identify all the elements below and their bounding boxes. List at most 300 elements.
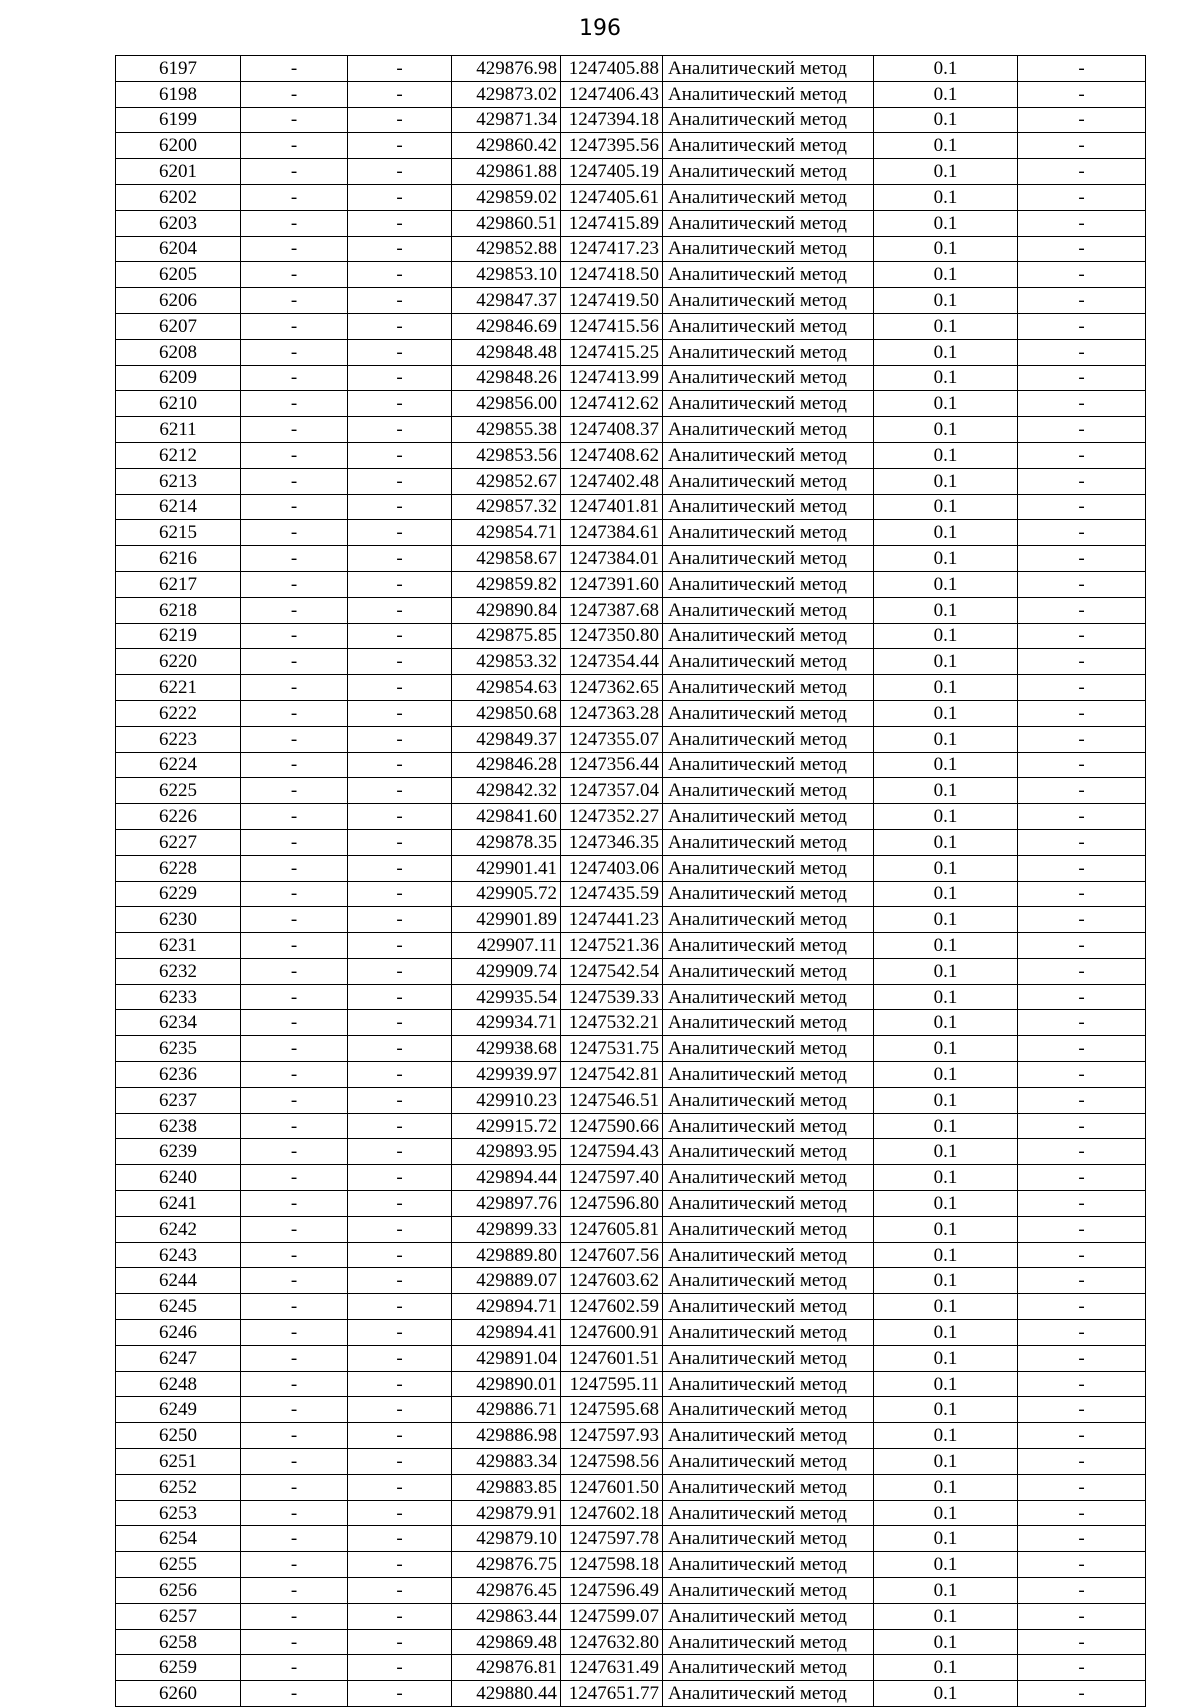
cell-accuracy: 0.1	[874, 1371, 1018, 1397]
cell-col-dash-1: -	[241, 1629, 348, 1655]
cell-method: Аналитический метод	[663, 778, 874, 804]
cell-col-dash-3: -	[1018, 649, 1146, 675]
cell-col-dash-2: -	[348, 365, 452, 391]
cell-x-coordinate: 429899.33	[452, 1216, 561, 1242]
cell-col-dash-1: -	[241, 675, 348, 701]
cell-x-coordinate: 429869.48	[452, 1629, 561, 1655]
cell-accuracy: 0.1	[874, 81, 1018, 107]
cell-x-coordinate: 429853.32	[452, 649, 561, 675]
cell-accuracy: 0.1	[874, 365, 1018, 391]
cell-point-number: 6250	[116, 1423, 241, 1449]
cell-accuracy: 0.1	[874, 1552, 1018, 1578]
cell-col-dash-1: -	[241, 1294, 348, 1320]
cell-accuracy: 0.1	[874, 391, 1018, 417]
cell-x-coordinate: 429878.35	[452, 829, 561, 855]
cell-point-number: 6200	[116, 133, 241, 159]
cell-y-coordinate: 1247595.68	[561, 1397, 663, 1423]
cell-y-coordinate: 1247405.19	[561, 159, 663, 185]
cell-y-coordinate: 1247356.44	[561, 752, 663, 778]
cell-col-dash-3: -	[1018, 984, 1146, 1010]
cell-point-number: 6203	[116, 210, 241, 236]
cell-col-dash-1: -	[241, 1681, 348, 1707]
cell-col-dash-3: -	[1018, 907, 1146, 933]
cell-y-coordinate: 1247603.62	[561, 1268, 663, 1294]
cell-col-dash-3: -	[1018, 339, 1146, 365]
cell-col-dash-2: -	[348, 133, 452, 159]
cell-col-dash-3: -	[1018, 1216, 1146, 1242]
cell-col-dash-2: -	[348, 1681, 452, 1707]
cell-y-coordinate: 1247602.59	[561, 1294, 663, 1320]
cell-col-dash-3: -	[1018, 262, 1146, 288]
cell-col-dash-2: -	[348, 1165, 452, 1191]
cell-accuracy: 0.1	[874, 56, 1018, 82]
cell-y-coordinate: 1247350.80	[561, 623, 663, 649]
cell-x-coordinate: 429894.44	[452, 1165, 561, 1191]
cell-col-dash-3: -	[1018, 1294, 1146, 1320]
cell-col-dash-2: -	[348, 313, 452, 339]
cell-point-number: 6212	[116, 442, 241, 468]
table-row	[116, 107, 1146, 133]
cell-y-coordinate: 1247590.66	[561, 1113, 663, 1139]
cell-method: Аналитический метод	[663, 1397, 874, 1423]
cell-col-dash-2: -	[348, 1526, 452, 1552]
table-row	[116, 288, 1146, 314]
cell-col-dash-3: -	[1018, 442, 1146, 468]
cell-y-coordinate: 1247346.35	[561, 829, 663, 855]
cell-col-dash-2: -	[348, 520, 452, 546]
cell-col-dash-2: -	[348, 494, 452, 520]
cell-x-coordinate: 429857.32	[452, 494, 561, 520]
cell-method: Аналитический метод	[663, 1526, 874, 1552]
cell-x-coordinate: 429856.00	[452, 391, 561, 417]
cell-col-dash-1: -	[241, 1474, 348, 1500]
cell-col-dash-2: -	[348, 339, 452, 365]
cell-x-coordinate: 429910.23	[452, 1087, 561, 1113]
cell-x-coordinate: 429860.51	[452, 210, 561, 236]
cell-col-dash-3: -	[1018, 1165, 1146, 1191]
cell-col-dash-3: -	[1018, 1345, 1146, 1371]
cell-method: Аналитический метод	[663, 1165, 874, 1191]
cell-col-dash-3: -	[1018, 391, 1146, 417]
cell-accuracy: 0.1	[874, 339, 1018, 365]
cell-col-dash-1: -	[241, 546, 348, 572]
cell-y-coordinate: 1247596.49	[561, 1578, 663, 1604]
cell-method: Аналитический метод	[663, 597, 874, 623]
cell-col-dash-3: -	[1018, 1320, 1146, 1346]
cell-y-coordinate: 1247402.48	[561, 468, 663, 494]
cell-y-coordinate: 1247595.11	[561, 1371, 663, 1397]
table-row	[116, 571, 1146, 597]
cell-accuracy: 0.1	[874, 546, 1018, 572]
cell-col-dash-3: -	[1018, 184, 1146, 210]
cell-y-coordinate: 1247405.88	[561, 56, 663, 82]
cell-method: Аналитический метод	[663, 1603, 874, 1629]
cell-col-dash-2: -	[348, 1603, 452, 1629]
table-row	[116, 184, 1146, 210]
cell-col-dash-2: -	[348, 56, 452, 82]
cell-col-dash-2: -	[348, 236, 452, 262]
cell-method: Аналитический метод	[663, 726, 874, 752]
cell-y-coordinate: 1247542.81	[561, 1062, 663, 1088]
cell-col-dash-1: -	[241, 417, 348, 443]
cell-x-coordinate: 429853.10	[452, 262, 561, 288]
table-row	[116, 984, 1146, 1010]
cell-accuracy: 0.1	[874, 778, 1018, 804]
cell-accuracy: 0.1	[874, 236, 1018, 262]
cell-x-coordinate: 429842.32	[452, 778, 561, 804]
cell-method: Аналитический метод	[663, 133, 874, 159]
cell-col-dash-2: -	[348, 1191, 452, 1217]
cell-method: Аналитический метод	[663, 1087, 874, 1113]
cell-accuracy: 0.1	[874, 752, 1018, 778]
cell-point-number: 6237	[116, 1087, 241, 1113]
table-row	[116, 1655, 1146, 1681]
cell-col-dash-3: -	[1018, 1629, 1146, 1655]
cell-point-number: 6202	[116, 184, 241, 210]
cell-x-coordinate: 429891.04	[452, 1345, 561, 1371]
cell-method: Аналитический метод	[663, 623, 874, 649]
cell-col-dash-3: -	[1018, 571, 1146, 597]
cell-point-number: 6249	[116, 1397, 241, 1423]
cell-method: Аналитический метод	[663, 752, 874, 778]
cell-method: Аналитический метод	[663, 1062, 874, 1088]
cell-accuracy: 0.1	[874, 1036, 1018, 1062]
cell-col-dash-3: -	[1018, 1526, 1146, 1552]
cell-col-dash-1: -	[241, 649, 348, 675]
cell-col-dash-2: -	[348, 1578, 452, 1604]
cell-method: Аналитический метод	[663, 1655, 874, 1681]
cell-y-coordinate: 1247419.50	[561, 288, 663, 314]
cell-col-dash-2: -	[348, 1087, 452, 1113]
cell-accuracy: 0.1	[874, 1603, 1018, 1629]
cell-col-dash-2: -	[348, 391, 452, 417]
cell-x-coordinate: 429847.37	[452, 288, 561, 314]
cell-col-dash-1: -	[241, 1268, 348, 1294]
cell-y-coordinate: 1247418.50	[561, 262, 663, 288]
cell-point-number: 6236	[116, 1062, 241, 1088]
table-row	[116, 520, 1146, 546]
cell-col-dash-1: -	[241, 1113, 348, 1139]
table-row	[116, 1552, 1146, 1578]
cell-col-dash-1: -	[241, 1655, 348, 1681]
cell-accuracy: 0.1	[874, 1578, 1018, 1604]
cell-col-dash-3: -	[1018, 829, 1146, 855]
table-row	[116, 855, 1146, 881]
cell-col-dash-1: -	[241, 236, 348, 262]
cell-point-number: 6226	[116, 804, 241, 830]
cell-point-number: 6246	[116, 1320, 241, 1346]
cell-col-dash-1: -	[241, 1036, 348, 1062]
cell-method: Аналитический метод	[663, 442, 874, 468]
cell-point-number: 6221	[116, 675, 241, 701]
cell-accuracy: 0.1	[874, 829, 1018, 855]
cell-accuracy: 0.1	[874, 907, 1018, 933]
cell-x-coordinate: 429860.42	[452, 133, 561, 159]
cell-accuracy: 0.1	[874, 1113, 1018, 1139]
cell-point-number: 6254	[116, 1526, 241, 1552]
cell-accuracy: 0.1	[874, 1010, 1018, 1036]
cell-col-dash-1: -	[241, 1449, 348, 1475]
cell-x-coordinate: 429852.67	[452, 468, 561, 494]
cell-method: Аналитический метод	[663, 1294, 874, 1320]
cell-col-dash-2: -	[348, 855, 452, 881]
cell-col-dash-3: -	[1018, 1010, 1146, 1036]
cell-col-dash-2: -	[348, 623, 452, 649]
cell-method: Аналитический метод	[663, 159, 874, 185]
cell-col-dash-3: -	[1018, 881, 1146, 907]
cell-x-coordinate: 429935.54	[452, 984, 561, 1010]
cell-method: Аналитический метод	[663, 313, 874, 339]
table-body	[116, 56, 1146, 1707]
cell-point-number: 6247	[116, 1345, 241, 1371]
cell-accuracy: 0.1	[874, 726, 1018, 752]
cell-col-dash-3: -	[1018, 1139, 1146, 1165]
cell-y-coordinate: 1247601.51	[561, 1345, 663, 1371]
cell-accuracy: 0.1	[874, 417, 1018, 443]
cell-point-number: 6241	[116, 1191, 241, 1217]
cell-col-dash-3: -	[1018, 1578, 1146, 1604]
cell-accuracy: 0.1	[874, 1423, 1018, 1449]
cell-col-dash-1: -	[241, 184, 348, 210]
cell-col-dash-1: -	[241, 1139, 348, 1165]
cell-col-dash-2: -	[348, 726, 452, 752]
cell-col-dash-3: -	[1018, 752, 1146, 778]
cell-col-dash-1: -	[241, 726, 348, 752]
cell-method: Аналитический метод	[663, 1578, 874, 1604]
cell-method: Аналитический метод	[663, 675, 874, 701]
cell-method: Аналитический метод	[663, 1474, 874, 1500]
cell-col-dash-3: -	[1018, 1397, 1146, 1423]
cell-accuracy: 0.1	[874, 623, 1018, 649]
cell-col-dash-2: -	[348, 210, 452, 236]
cell-col-dash-2: -	[348, 1423, 452, 1449]
cell-col-dash-3: -	[1018, 1474, 1146, 1500]
table-row	[116, 1397, 1146, 1423]
cell-y-coordinate: 1247441.23	[561, 907, 663, 933]
cell-method: Аналитический метод	[663, 236, 874, 262]
cell-method: Аналитический метод	[663, 907, 874, 933]
cell-y-coordinate: 1247602.18	[561, 1500, 663, 1526]
cell-x-coordinate: 429876.81	[452, 1655, 561, 1681]
cell-point-number: 6232	[116, 958, 241, 984]
cell-x-coordinate: 429901.41	[452, 855, 561, 881]
cell-method: Аналитический метод	[663, 984, 874, 1010]
cell-col-dash-1: -	[241, 855, 348, 881]
cell-x-coordinate: 429890.01	[452, 1371, 561, 1397]
cell-col-dash-3: -	[1018, 597, 1146, 623]
cell-col-dash-1: -	[241, 56, 348, 82]
cell-method: Аналитический метод	[663, 391, 874, 417]
cell-x-coordinate: 429846.28	[452, 752, 561, 778]
cell-col-dash-3: -	[1018, 81, 1146, 107]
cell-point-number: 6239	[116, 1139, 241, 1165]
cell-col-dash-2: -	[348, 1139, 452, 1165]
cell-point-number: 6243	[116, 1242, 241, 1268]
cell-method: Аналитический метод	[663, 365, 874, 391]
table-row	[116, 1062, 1146, 1088]
cell-col-dash-3: -	[1018, 1500, 1146, 1526]
cell-y-coordinate: 1247605.81	[561, 1216, 663, 1242]
cell-accuracy: 0.1	[874, 881, 1018, 907]
cell-y-coordinate: 1247406.43	[561, 81, 663, 107]
cell-accuracy: 0.1	[874, 700, 1018, 726]
table-row	[116, 1345, 1146, 1371]
cell-y-coordinate: 1247384.61	[561, 520, 663, 546]
cell-accuracy: 0.1	[874, 1294, 1018, 1320]
cell-col-dash-3: -	[1018, 417, 1146, 443]
cell-method: Аналитический метод	[663, 1036, 874, 1062]
cell-method: Аналитический метод	[663, 933, 874, 959]
cell-x-coordinate: 429880.44	[452, 1681, 561, 1707]
cell-col-dash-3: -	[1018, 623, 1146, 649]
table-row	[116, 262, 1146, 288]
cell-accuracy: 0.1	[874, 1449, 1018, 1475]
cell-method: Аналитический метод	[663, 1345, 874, 1371]
cell-method: Аналитический метод	[663, 1113, 874, 1139]
table-row	[116, 468, 1146, 494]
cell-method: Аналитический метод	[663, 81, 874, 107]
cell-accuracy: 0.1	[874, 159, 1018, 185]
table-row	[116, 546, 1146, 572]
cell-point-number: 6213	[116, 468, 241, 494]
table-row	[116, 1165, 1146, 1191]
cell-col-dash-2: -	[348, 1371, 452, 1397]
cell-point-number: 6199	[116, 107, 241, 133]
table-row	[116, 675, 1146, 701]
cell-col-dash-3: -	[1018, 1371, 1146, 1397]
cell-col-dash-3: -	[1018, 133, 1146, 159]
cell-accuracy: 0.1	[874, 313, 1018, 339]
cell-col-dash-2: -	[348, 1010, 452, 1036]
cell-y-coordinate: 1247631.49	[561, 1655, 663, 1681]
cell-x-coordinate: 429893.95	[452, 1139, 561, 1165]
cell-y-coordinate: 1247597.78	[561, 1526, 663, 1552]
cell-col-dash-2: -	[348, 184, 452, 210]
cell-method: Аналитический метод	[663, 855, 874, 881]
cell-y-coordinate: 1247598.18	[561, 1552, 663, 1578]
cell-col-dash-3: -	[1018, 520, 1146, 546]
cell-y-coordinate: 1247600.91	[561, 1320, 663, 1346]
cell-point-number: 6253	[116, 1500, 241, 1526]
cell-point-number: 6228	[116, 855, 241, 881]
cell-col-dash-3: -	[1018, 159, 1146, 185]
cell-y-coordinate: 1247594.43	[561, 1139, 663, 1165]
cell-method: Аналитический метод	[663, 1320, 874, 1346]
cell-point-number: 6233	[116, 984, 241, 1010]
cell-col-dash-2: -	[348, 881, 452, 907]
cell-col-dash-1: -	[241, 1603, 348, 1629]
cell-col-dash-1: -	[241, 1191, 348, 1217]
cell-col-dash-2: -	[348, 1320, 452, 1346]
cell-col-dash-1: -	[241, 210, 348, 236]
cell-accuracy: 0.1	[874, 984, 1018, 1010]
cell-col-dash-2: -	[348, 1268, 452, 1294]
cell-y-coordinate: 1247601.50	[561, 1474, 663, 1500]
cell-accuracy: 0.1	[874, 597, 1018, 623]
cell-point-number: 6201	[116, 159, 241, 185]
table-row	[116, 313, 1146, 339]
cell-point-number: 6242	[116, 1216, 241, 1242]
cell-col-dash-3: -	[1018, 236, 1146, 262]
cell-col-dash-2: -	[348, 700, 452, 726]
cell-point-number: 6208	[116, 339, 241, 365]
cell-accuracy: 0.1	[874, 1345, 1018, 1371]
cell-y-coordinate: 1247598.56	[561, 1449, 663, 1475]
table-row	[116, 778, 1146, 804]
cell-point-number: 6235	[116, 1036, 241, 1062]
cell-method: Аналитический метод	[663, 1268, 874, 1294]
cell-y-coordinate: 1247401.81	[561, 494, 663, 520]
cell-method: Аналитический метод	[663, 262, 874, 288]
cell-col-dash-3: -	[1018, 546, 1146, 572]
cell-col-dash-1: -	[241, 1345, 348, 1371]
cell-col-dash-1: -	[241, 391, 348, 417]
cell-col-dash-1: -	[241, 623, 348, 649]
cell-col-dash-1: -	[241, 81, 348, 107]
cell-point-number: 6227	[116, 829, 241, 855]
table-row	[116, 1681, 1146, 1707]
cell-accuracy: 0.1	[874, 262, 1018, 288]
cell-method: Аналитический метод	[663, 958, 874, 984]
cell-col-dash-2: -	[348, 675, 452, 701]
cell-x-coordinate: 429861.88	[452, 159, 561, 185]
cell-method: Аналитический метод	[663, 107, 874, 133]
cell-col-dash-2: -	[348, 1113, 452, 1139]
cell-point-number: 6204	[116, 236, 241, 262]
table-row	[116, 1010, 1146, 1036]
cell-y-coordinate: 1247352.27	[561, 804, 663, 830]
cell-col-dash-1: -	[241, 804, 348, 830]
cell-method: Аналитический метод	[663, 184, 874, 210]
cell-point-number: 6258	[116, 1629, 241, 1655]
cell-col-dash-1: -	[241, 778, 348, 804]
cell-accuracy: 0.1	[874, 1526, 1018, 1552]
cell-method: Аналитический метод	[663, 1139, 874, 1165]
cell-col-dash-3: -	[1018, 1423, 1146, 1449]
cell-point-number: 6245	[116, 1294, 241, 1320]
cell-col-dash-3: -	[1018, 1062, 1146, 1088]
cell-x-coordinate: 429883.34	[452, 1449, 561, 1475]
cell-y-coordinate: 1247532.21	[561, 1010, 663, 1036]
cell-point-number: 6207	[116, 313, 241, 339]
cell-point-number: 6224	[116, 752, 241, 778]
table-row	[116, 210, 1146, 236]
coordinates-table	[115, 55, 1146, 1707]
cell-accuracy: 0.1	[874, 933, 1018, 959]
cell-y-coordinate: 1247405.61	[561, 184, 663, 210]
table-row	[116, 649, 1146, 675]
cell-x-coordinate: 429886.98	[452, 1423, 561, 1449]
table-row	[116, 1191, 1146, 1217]
cell-col-dash-1: -	[241, 881, 348, 907]
cell-accuracy: 0.1	[874, 184, 1018, 210]
cell-y-coordinate: 1247435.59	[561, 881, 663, 907]
cell-x-coordinate: 429905.72	[452, 881, 561, 907]
cell-col-dash-1: -	[241, 159, 348, 185]
cell-col-dash-2: -	[348, 1062, 452, 1088]
cell-point-number: 6211	[116, 417, 241, 443]
cell-col-dash-1: -	[241, 1216, 348, 1242]
cell-y-coordinate: 1247546.51	[561, 1087, 663, 1113]
cell-col-dash-2: -	[348, 829, 452, 855]
cell-point-number: 6215	[116, 520, 241, 546]
cell-accuracy: 0.1	[874, 1397, 1018, 1423]
cell-col-dash-1: -	[241, 1320, 348, 1346]
table-row	[116, 1216, 1146, 1242]
cell-x-coordinate: 429883.85	[452, 1474, 561, 1500]
cell-x-coordinate: 429854.71	[452, 520, 561, 546]
cell-col-dash-1: -	[241, 571, 348, 597]
